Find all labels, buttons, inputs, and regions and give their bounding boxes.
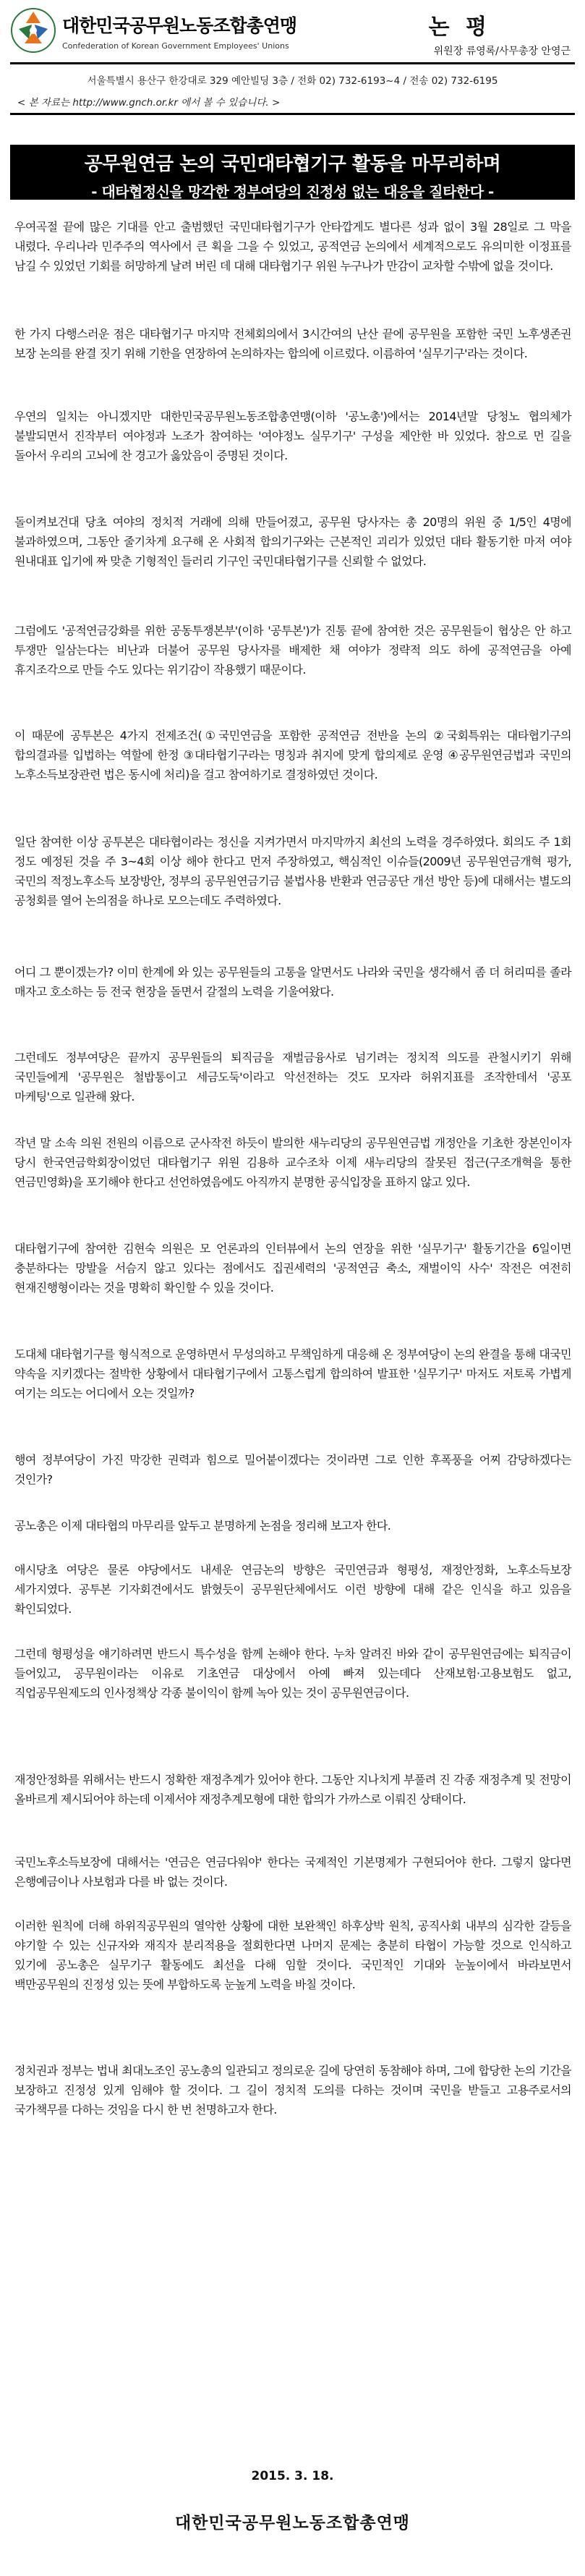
paragraph: 공노총은 이제 대타협의 마무리를 앞두고 분명하게 논점을 정리해 보고자 한다. [14,1519,391,1533]
paragraph: 우연의 일치는 아니겠지만 대한민국공무원노동조합총연맹(이하 '공노총')에서는 2014년말 당청노 협의체가 불발되면서 진작부터 여야정과 노조가 참여하는 '여야정노 실무기구' 구성을 제안한 바 있었다. 참으로 먼 길을 돌아서 우리의 고뇌에 찬 경고가 옳았음이 증명된 것이다. [14,410,571,462]
paragraph: 이러한 원칙에 더해 하위직공무원의 열악한 상황에 대한 보완책인 하후상박 원칙, 공직사회 내부의 심각한 갈등을 야기할 수 있는 신규자와 재직자 분리적용을 절회한다면 나머지 문제는 충분히 타협이 가능할 것으로 인식하고 있기에 공노총은 실무기구 활동에도 최선을 다해 임할 것이다. 국민적인 기대와 눈높이에서 바라보면서 백만공무원의 진정성 있는 뜻에 부합하도록 눈높게 노력을 바칠 것이다. [14,1919,571,1991]
paragraph: 작년 말 소속 의원 전원의 이름으로 군사작전 하듯이 발의한 새누리당의 공무원연금법 개정안을 기초한 장본인이자 당시 한국연금학회장이었던 대타협기구 위원 김용하 교수조차 이제 새누리당의 잘못된 접근(구조개혁을 통한 연금민영화)을 포기해야 한다고 선언하였음에도 아직까지 분명한 공식입장을 표하지 않고 있다. [14,1136,571,1189]
paragraph: 한 가지 다행스러운 점은 대타협기구 마지막 전체회의에서 3시간여의 난산 끝에 공무원을 포함한 국민 노후생존권 보장 논의를 완결 짓기 위해 기한을 연장하여 논의하자는 합의에 이르렀다. 이름하여 '실무기구'라는 것이다. [14,327,571,360]
paragraph: 대타협기구에 참여한 김현숙 의원은 모 언론과의 인터뷰에서 논의 연장을 위한 '실무기구' 활동기간을 6일이면 충분하다는 망발을 서슴지 않고 있다는 점에서도 집권세력의 '공적연금 축소, 재벌이익 사수' 작전은 여전히 현재진행형이라는 것을 명확히 확인할 수 있을 것이다. [14,1242,571,1295]
paragraph: 돌이켜보건대 당초 여야의 정치적 거래에 의해 만들어졌고, 공무원 당사자는 총 20명의 위원 중 1/5인 4명에 불과하였으며, 그동안 줄기차게 요구해 온 사회적 합의기구와는 근본적인 괴리가 있었던 대타 활동기한 마저 여야 원내대표 입기에 짜 맞춘 기형적인 들러리 기구인 국민대타협기구를 신뢰할 수 없었다. [14,515,571,568]
letterhead [10,7,575,56]
org-name-english: Confederation of Korean Government Employees' Unions [62,41,289,51]
paragraph: 우여곡절 끝에 많은 기대를 안고 출범했던 국민대타협기구가 안타깝게도 별다른 성과 없이 3월 28일로 그 막을 내렸다. 우리나라 민주주의 역사에서 큰 획을 그을 수 있었고, 공적연금 논의에서 세계적으로도 유의미한 이정표를 남길 수 있었던 기회를 허망하게 날려 버린 데 대해 대타협기구 위원 누구나가 만감이 교차할 수밖에 없을 것이다. [14,220,571,273]
union-logo [10,7,56,54]
contact-address: 서울특별시 용산구 한강대로 329 예안빌딩 3층 / 전화 02) 732-6193~4 / 전송 02) 732-6195 [87,75,498,87]
paragraph: 그런데도 정부여당은 끝까지 공무원들의 퇴직금을 재벌금융사로 넘기려는 정치적 의도를 관철시키기 위해 국민들에게 '공무원은 철밥통이고 세금도둑'이라고 악선전하는 것도 모자라 허위지표를 조작한데서 '공포 마케팅'으로 일관해 왔다. [14,1051,571,1103]
paragraph: 도대체 대타협기구를 형식적으로 운영하면서 무성의하고 무책임하게 대응해 온 정부여당이 논의 완결을 통해 대국민 약속을 지키겠다는 절박한 상황에서 대타협기구에서 고통스럽게 합의하여 발표한 '실무기구' 마저도 저토록 가볍게 여기는 의도는 어디에서 오는 것일까? [14,1347,571,1400]
main-title: 공무원연금 논의 국민대타협기구 활동을 마무리하며 [84,153,501,175]
paragraph: 그런데 형평성을 얘기하려면 반드시 특수성을 함께 논해야 한다. 누차 알려진 바와 같이 공무원연금에는 퇴직금이 들어있고, 공무원이라는 이유로 기초연금 대상에서 아예 빠져 있는데다 산재보험·고용보험도 없고, 직업공무원제도의 인사정책상 각종 불이익이 함께 녹아 있는 것이 공무원연금이다. [14,1647,571,1700]
sub-title: - 대타협정신을 망각한 정부여당의 진정성 없는 대응을 질타한다 - [91,183,494,200]
paragraph: 국민노후소득보장에 대해서는 '연금은 연금다워야' 한다는 국제적인 기본명제가 구현되어야 한다. 그렇지 않다면 은행예금이나 사보험과 다를 바 없는 것이다. [14,1855,571,1889]
paragraph: 일단 참여한 이상 공투본은 대타협이라는 정신을 지켜가면서 마지막까지 최선의 노력을 경주하였다. 회의도 주 1회 정도 예정된 것을 주 3~4회 이상 해야 한다고 먼저 주장하였고, 핵심적인 이슈들(2009년 공무원연금개혁 평가, 국민의 적정노후소득 보장방안, 정부의 공무원연금기금 불법사용 반환과 연금공단 개선 방안 등)에 대해서는 별도의 공청회를 열어 논의점을 하나로 모으는데도 주력하였다. [14,835,571,907]
paragraph: 애시당초 여당은 물론 야당에서도 내세운 연금논의 방향은 국민연금과 형평성, 재정안정화, 노후소득보장 세가지였다. 공투본 기자회견에서도 밝혔듯이 공무원단체에서도 이런 방향에 대해 같은 인식을 하고 있음을 확인되었다. [14,1563,571,1616]
website-notice-text: < 본 자료는 http://www.gnch.or.kr 에서 볼 수 있습니다. > [17,97,281,109]
paragraph: 어디 그 뿐이겠는가? 이미 한계에 와 있는 공무원들의 고통을 알면서도 나라와 국민을 생각해서 좀 더 허리띠를 졸라 매자고 호소하는 등 전국 현장을 돌면서 갈절의 노력을 기울여왔다. [14,965,571,999]
signature: 대한민국공무원노동조합총연맹 [174,2514,411,2533]
paragraph: 행여 정부여당이 가진 막강한 권력과 힘으로 밀어붙이겠다는 것이라면 그로 인한 후폭풍을 어찌 감당하겠다는 것인가? [14,1453,571,1486]
paragraph: 그럼에도 '공적연금강화를 위한 공동투쟁본부'(이하 '공투본')가 진통 끝에 참여한 것은 공무원들이 협상은 안 하고 투쟁만 일삼는다는 비난과 더불어 공무원 당사자를 배제한 채 여야가 정략적 의도 하에 공적연금을 아예 휴지조각으로 만들 수도 있다는 위기감이 작용했기 때문이다. [14,624,571,677]
paragraph: 재정안정화를 위해서는 반드시 정확한 재정추계가 있어야 한다. 그동안 지나치게 부풀려 진 각종 재정추계 및 전망이 올바르게 제시되어야 하는데 이제서야 재정추계모형에 대한 합의가 가까스로 이뤄진 상태이다. [14,1773,571,1806]
website-notice[interactable] [17,94,280,109]
document-type: 논 평 [428,14,491,40]
union-logo-icon [10,7,56,54]
paragraph: 이 때문에 공투본은 4가지 전제조건(①국민연금을 포함한 공적연금 전반을 논의 ②국회특위는 대타협기구의 합의결과를 입법하는 역할에 한정 ③대타협기구라는 명칭과 취지에 맞게 합의제로 운영 ④공무원연금법과 국민의 노후소득보장관련 법은 동시에 처리)을 걸고 참여하기로 결정하였던 것이다. [14,729,571,781]
org-name-korean: 대한민국공무원노동조합총연맹 [62,15,297,36]
title-banner [10,145,575,200]
paragraph: 정치권과 정부는 법내 최대노조인 공노총의 일관되고 정의로운 길에 당연히 동참해야 하며, 그에 합당한 논의 기간을 보장하고 진정성 있게 임해야 할 것이다. 그 길이 정치적 도의를 다하는 것이며 국민을 받들고 고용주로서의 국가책무를 다하는 것임을 다시 한 번 천명하고자 한다. [14,2064,571,2117]
header-divider [10,62,575,64]
byline: 위원장 류영록/사무총장 안영근 [433,46,571,57]
contact-divider [10,113,575,115]
issue-date: 2015. 3. 18. [251,2469,334,2483]
